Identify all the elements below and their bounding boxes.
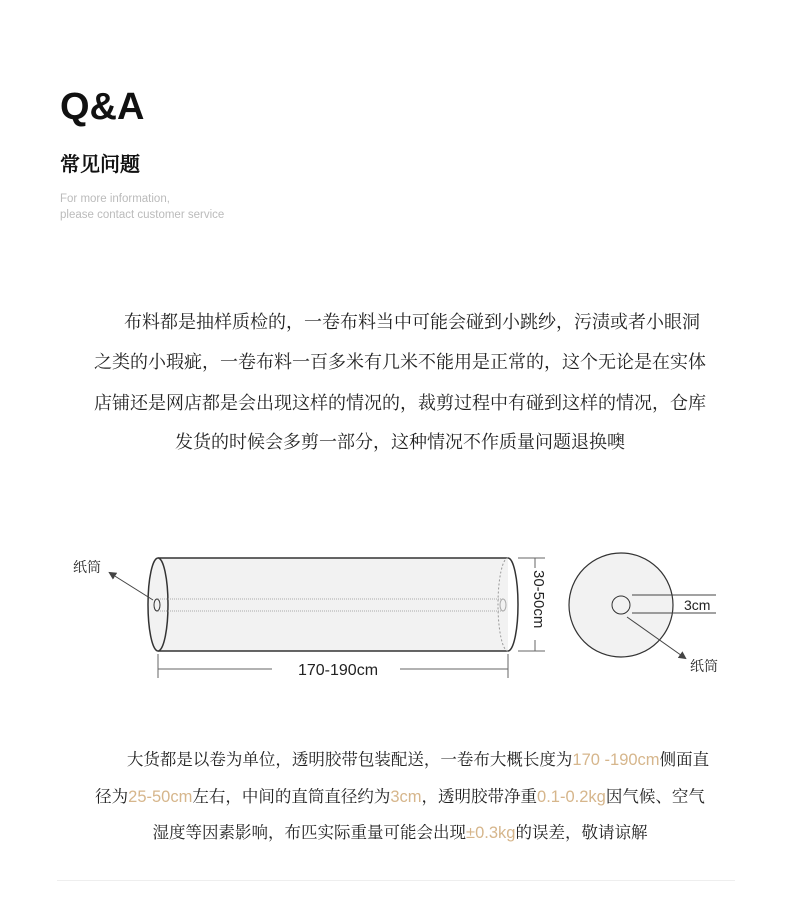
roll-diagram	[0, 540, 800, 690]
intro-line: 布料都是抽样质检的，一卷布料当中可能会碰到小跳纱，污渍或者小眼洞	[124, 312, 700, 333]
details-line	[40, 819, 760, 843]
diameter-label: 30-50cm	[530, 570, 547, 629]
divider	[57, 880, 735, 881]
note-line: For more information,	[60, 193, 170, 205]
core-label-right: 纸筒	[690, 659, 718, 675]
text: 侧面直	[659, 750, 710, 769]
text: 湿度等因素影响，布匹实际重量可能会出现	[152, 823, 467, 842]
highlight: 3cm	[390, 788, 422, 806]
text: ，透明胶带净重	[421, 787, 538, 806]
intro-line: 店铺还是网店都是会出现这样的情况的，裁剪过程中有碰到这样的情况，仓库	[94, 393, 706, 414]
text: 因气候、空气	[605, 787, 705, 806]
text: 大货都是以卷为单位，透明胶带包装配送，一卷布大概长度为	[126, 750, 573, 769]
details-line	[40, 783, 760, 807]
core-label-left: 纸筒	[73, 560, 101, 576]
intro-line: 发货的时候会多剪一部分，这种情况不作质量问题退换噢	[175, 432, 625, 453]
highlight: 25-50cm	[128, 788, 193, 806]
roll-side-view	[73, 558, 547, 679]
highlight: 0.1-0.2kg	[537, 788, 606, 806]
details-line	[40, 746, 778, 770]
highlight: ±0.3kg	[466, 824, 516, 842]
roll-end-view	[569, 553, 718, 675]
core-size-label: 3cm	[684, 597, 711, 613]
page-subtitle: 常见问题	[60, 152, 140, 176]
highlight: 170 -190cm	[572, 751, 660, 769]
intro-line: 之类的小瑕疵，一卷布料一百多米有几米不能用是正常的，这个无论是在实体	[94, 352, 706, 373]
contact-note	[60, 191, 224, 223]
text: 径为	[95, 787, 129, 806]
page-title: Q&A	[60, 86, 145, 128]
note-line: please contact customer service	[60, 209, 225, 221]
text: 的误差，敬请谅解	[515, 823, 648, 842]
length-label: 170-190cm	[297, 662, 379, 679]
text: 左右，中间的直筒直径约为	[192, 787, 391, 806]
